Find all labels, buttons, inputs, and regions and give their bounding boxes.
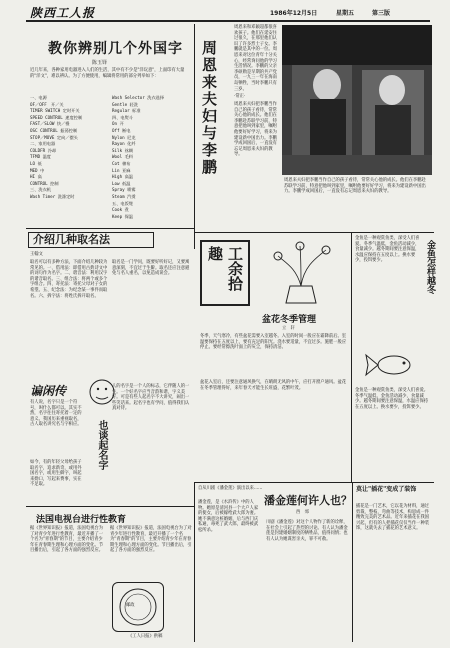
naming-article-body: 取名可以有多种方法，下面介绍几种较为常见的。一、借用法：即借用古典诗文中的词句作为名字。二、谐音法：利用汉字的谐音取名。三、组合法：将两个或多个字组合。四、寄托法：寄托父母对子女的希望。五、纪念法：为纪念某一事件而取名。六、拆字法：将姓氏拆开取名。	[30, 260, 108, 299]
term-row: OSC CONTROL 振荡控制	[30, 127, 78, 133]
term-row: Low 低温	[112, 180, 131, 186]
term-row: CONTROL 控制	[30, 180, 59, 186]
term-row: Regular 标准	[112, 108, 141, 114]
term-row: On 开	[112, 121, 124, 127]
divider-v-lower-right	[352, 482, 353, 642]
term-row: 二、家用电器	[30, 141, 56, 147]
stamp-icon	[113, 583, 163, 631]
masthead-date: 1986年12月5日	[270, 10, 318, 17]
term-row: STOP／MOVE 定向／摆头	[30, 134, 78, 140]
gongyu-logo-box	[200, 240, 250, 306]
chahua-title: 莫让"插花"变成了装饰	[356, 486, 417, 493]
goldfish-body-2: 金鱼是一种观赏鱼类，深受人们喜爱。冬季气温低，金鱼活动减少，食量减少。越冬期间要注意保温，水温应保持在五度以上。换水要少，投饵要少。	[355, 388, 429, 410]
naming-article-byline: 王翰文	[30, 252, 43, 257]
divider-h-lower	[194, 482, 434, 483]
panjinlian-byline: 西 郊	[296, 510, 309, 515]
term-row: Gentle 轻洗	[112, 101, 139, 107]
masthead-rule	[26, 20, 430, 22]
term-row: 一、电源	[30, 95, 47, 100]
footer-credit: 《工人日报》供稿	[128, 634, 163, 639]
stamp-box	[112, 582, 164, 632]
term-row: TFMD 温度	[30, 154, 51, 160]
panjinlian-body-2: 川剧《潘金莲》对这个人物作了新的诠释，在社会上引起了热烈的讨论。有人认为潘金莲是封建婚姻制度的牺牲品，值得同情；也有人认为她谋害亲夫，罪不可赦。	[266, 520, 348, 542]
term-row: OF／OFF 开／关	[30, 101, 64, 107]
term-row: MED 中	[30, 167, 45, 173]
naming-article-body-2: 取名是一门学问，既要好听好记，又要寓意深刻，不宜过于生僻。取名还应注意避免与名人重名，以免造成误会。	[112, 260, 190, 277]
english-terms-left	[30, 95, 110, 201]
term-row: Nylon 尼龙	[112, 134, 136, 140]
tv-article-title: 法国电视台进行性教育	[36, 515, 127, 525]
term-row: Lin 亚麻	[112, 167, 131, 173]
term-row: COLDFR 冷却	[30, 147, 57, 153]
term-row: FAST／SLOW 快／慢	[30, 121, 70, 127]
english-article-title: 教你辨别几个外国字	[48, 41, 183, 57]
divider-v-top	[194, 24, 195, 249]
naming-article-title: 介绍几种取名法	[28, 232, 154, 248]
divider-h-lower-left	[26, 506, 194, 507]
zhou-photo-image	[282, 25, 432, 175]
term-row: TIMER SWITCH 定时开关	[30, 108, 80, 114]
term-row: Keep 保温	[112, 213, 133, 219]
goldfish-icon	[358, 345, 430, 385]
pishou-title: 谝闲传	[30, 384, 67, 398]
english-terms-right	[112, 95, 192, 220]
term-row: Cot 棉布	[112, 160, 131, 166]
mingzi-body: 人的名字是一个人的标志，它伴随人的一生。一个好名字应当音韵和谐，字义美好。可是有些人起名字不大讲究，闹出一些笑话来。起名字也有学问，值得我们认真对待。	[112, 384, 190, 412]
potted-plant-icon	[256, 238, 348, 308]
term-row: Wool 毛料	[112, 154, 133, 160]
goldfish-body: 金鱼是一种观赏鱼类，深受人们喜爱。冬季气温低，金鱼活动减少，食量减少。越冬期间要注意保温，水温应保持在五度以上。换水要少，投饵要少。	[355, 236, 420, 264]
english-article-byline: 陈玉铎	[92, 60, 108, 66]
divider-h-top-left	[26, 228, 194, 229]
term-row: Off 断电	[112, 127, 131, 133]
term-row: 五、电饭煲	[112, 200, 133, 206]
pishou-body: 有人说，名字只是一个符号，叫什么都可以。其实不然，名字往往寄托着一定的意义。我国历来重视取名，古人取名讲究名与字相应。	[30, 400, 82, 428]
term-row: Wash Selector 洗衣选择	[112, 95, 165, 100]
gongyu-body-2: 盆花入室后，还要注意通风换气，在晴朗无风的中午，应打开窗户通风。盆花在冬季管理得好，来年春天才能生长旺盛，花繁叶茂。	[200, 380, 347, 391]
tv-article-body: 据《世界知识报》报道，法国电视台为了对青少年进行性教育，最近开播了一个名为"青春期"的节目，主要介绍青少年在青春期生理和心理方面的变化。节目播出后，引起了各方面的强烈反应。	[30, 526, 104, 554]
term-row: Wash Timer 洗涤定时	[30, 193, 75, 199]
tv-article-body-2: 据《世界知识报》报道，法国电视台为了对青少年进行性教育，最近开播了一个名为"青春期"的节目，主要介绍青少年在青春期生理和心理方面的变化。节目播出后，引起了各方面的强烈反应。	[110, 526, 192, 554]
zhou-article-body-top: 周恩来和邓颖超都很喜欢孩子。他们在延安住过很久，在那里他们认识了许多烈士子女。李鹏就是其中的一位。周恩来对这位青年十分关心，经常询问他的学习生活情况。李鹏的父亲李硕勋是早期的共产党员，一九三一年在海南岛牺牲，当时李鹏只有三岁。	[234, 25, 277, 92]
zhou-article-body-right: 周恩来夫妇把李鹏当作自己的孩子看待，常常关心他的成长。他们在李鹏赴苏联学习前，特意把他叫到家里，嘱咐他要好好学习，将来为建设新中国出力。李鹏学成回国后，一直没有忘记周恩来夫妇的教导。	[284, 178, 426, 195]
masthead-page: 第三版	[372, 10, 391, 17]
term-row: High 高温	[112, 174, 133, 180]
zhou-photo	[282, 25, 432, 175]
gongyu-illustration	[256, 238, 348, 308]
zhou-article-title: 周恩来夫妇与李鹏	[200, 40, 218, 176]
panjinlian-title: 潘金莲何许人也？	[264, 494, 352, 507]
term-row: SPEED CONTROL 速度控制	[30, 114, 83, 120]
mingzi-title: 也谈起名字	[96, 420, 107, 470]
term-row: Cook 煮	[112, 207, 129, 213]
term-row: Steam 汽烫	[112, 193, 136, 199]
masthead-logo: 陕西工人报	[30, 6, 96, 20]
gongyu-subtitle: 盆花冬季管理	[262, 315, 317, 325]
divider-v-lower	[194, 482, 195, 642]
divider-h-mid	[194, 232, 434, 233]
term-row: Silk 丝绸	[112, 147, 133, 153]
zhou-article-body: 周恩来夫妇把李鹏当作自己的孩子看待，常常关心他的成长。他们在李鹏赴苏联学习前，特意把他叫到家里，嘱咐他要好好学习，将来为建设新中国出力。李鹏学成回国后，一直没有忘记周恩来夫妇的教导。	[234, 102, 277, 158]
stamp-label: 邮政	[126, 603, 135, 608]
chahua-body: 插花是一门艺术，它以花为材料，通过剪裁、整枝、弯曲等技术，构思成一件精致完美的艺术品。近年来插花在我国兴起，但有的人把插花仅仅当作一种装饰，这就失去了插花的艺术意义。	[356, 504, 430, 532]
zhou-article-byline: ·常正·	[234, 94, 246, 99]
term-row: Rayon 化纤	[112, 141, 136, 147]
term-row: HI 高	[30, 174, 42, 180]
divider-v-right	[351, 232, 352, 482]
term-row: Spray 喷雾	[112, 187, 136, 193]
term-row: LO 低	[30, 160, 42, 166]
gongyu-logo: 工余拾趣	[206, 246, 244, 291]
gongyu-byline: 立 轩	[282, 326, 295, 331]
pishou-body-2: 如今，有的年轻父母给孩子取名字，追求新奇，或用外国名字，或用生僻字，叫起来拗口，写起来费事，实在不足取。	[30, 460, 82, 488]
goldfish-title: 金鱼怎样越冬	[425, 240, 435, 294]
english-article-intro: 近几年来，各种家用电器进入人们的生活，其中有不少是"洋玩意"，上面印有大量的"洋文"，难以辨认。为了方便使用，编辑将常用的部分列举如下：	[30, 68, 185, 79]
gongyu-body: 冬季，天气寒冷，有些盆花需要入室越冬。入室的时间一般应在霜降前后。室温要保持在五度以上，要有充足的阳光。浇水要适量，不宜过多。施肥一般应停止。要经常擦洗叶面上的灰尘，保持清洁。	[200, 334, 347, 351]
panjinlian-body: 潘金莲，是《水浒传》中的人物。她原是清河县一个大户人家的使女，后被嫁给武大郎为妻。她不满意这桩婚姻，后与西门庆私通，毒死了武大郎，最终被武松所杀。	[198, 500, 259, 533]
masthead-weekday: 星期五	[336, 10, 355, 17]
panjinlian-subtitle: 自从川剧《潘金莲》演出以来……	[198, 486, 263, 491]
term-row: 三、洗衣机	[30, 187, 51, 193]
term-row: 四、电熨斗	[112, 114, 133, 120]
goldfish-illustration	[358, 345, 430, 385]
